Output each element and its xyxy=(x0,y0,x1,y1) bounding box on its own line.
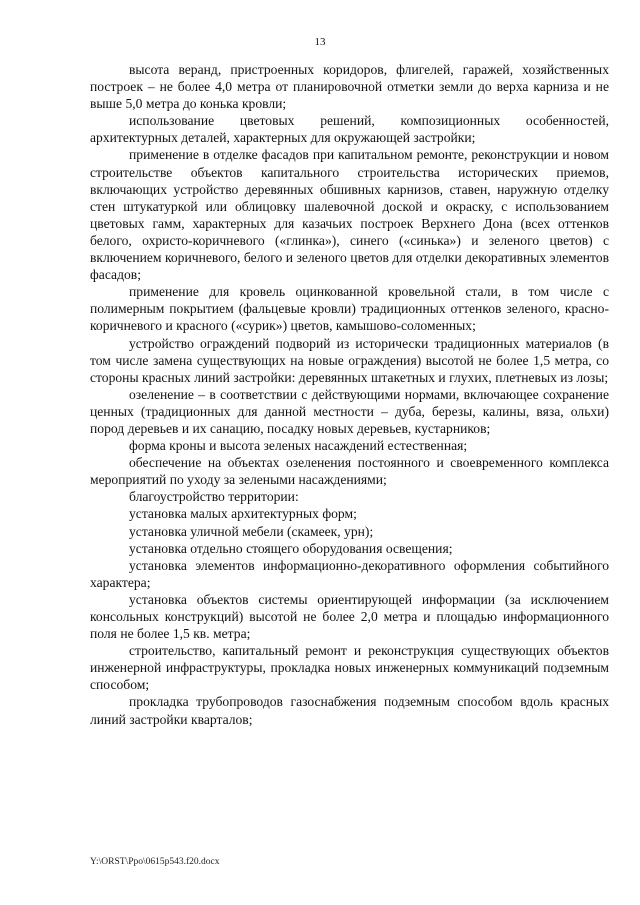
paragraph-engineering-infrastructure: строительство, капитальный ремонт и реконструкция существующих объектов инженерной инфраструктуры, прокладка новых инженерных коммуникаций подземным способом; xyxy=(90,643,609,693)
paragraph-street-furniture: установка уличной мебели (скамеек, урн); xyxy=(129,523,374,539)
paragraph-event-decor: установка элементов информационно-декоративного оформления событийного характера; xyxy=(90,557,609,590)
paragraph-greenery-care: обеспечение на объектах озеленения постоянного и своевременного комплекса мероприятий по уходу за зелеными насаждениями; xyxy=(90,455,609,488)
paragraph-wayfinding: установка объектов системы ориентирующей информации (за исключением консольных конструкций) высотой не более 2,0 метра и площадью информационного поля не более 1,5 кв. метра; xyxy=(90,591,609,642)
paragraph-gas-pipelines: прокладка трубопроводов газоснабжения подземным способом вдоль красных линий застройки кварталов; xyxy=(90,694,609,727)
paragraph-territory-improvement: благоустройство территории: xyxy=(129,489,299,505)
file-path-footer: Y:\ORST\Ppo\0615p543.f20.docx xyxy=(90,857,220,867)
paragraph-landscaping: озеленение – в соответствии с действующими нормами, включающее сохранение ценных (традиционных для данной местности – дуба, березы, калины, вяза, ольхи) пород деревьев и их санацию, посадку новых деревьев, кустарников; xyxy=(90,386,609,436)
paragraph-veranda-height: высота веранд, пристроенных коридоров, флигелей, гаражей, хозяйственных построек – не более 4,0 метра от планировочной отметки земли до верха карниза и не выше 5,0 метра до конька кровли; xyxy=(90,62,609,112)
paragraph-crown-shape: форма кроны и высота зеленых насаждений естественная; xyxy=(129,438,468,454)
paragraph-roofing: применение для кровель оцинкованной кровельной стали, в том числе с полимерным покрытием (фальцевые кровли) традиционных оттенков зеленого, красно-коричневого и красного («сурик») цветов, камышово-соломенных; xyxy=(90,284,609,334)
paragraph-facade-finishing: применение в отделке фасадов при капитальном ремонте, реконструкции и новом строительстве объектов капитального строительства исторических приемов, включающих устройство деревянных обшивных карнизов, ставен, наружную отделку стен штукатуркой или облицовку шалевочной доской и окраску, с использованием цветовых гамм, характерных для казачьих построек Верхнего Дона (всех оттенков белого, охристо-коричневого («глинка»), синего («синька») и зеленого цветов) с включением коричневого, белого и зеленого цветов для отделки декоративных элементов фасадов; xyxy=(90,147,609,283)
paragraph-color-solutions: использование цветовых решений, композиционных особенностей, архитектурных деталей, характерных для окружающей застройки; xyxy=(90,113,609,146)
paragraph-lighting: установка отдельно стоящего оборудования освещения; xyxy=(129,540,453,556)
document-body xyxy=(90,61,609,728)
paragraph-small-forms: установка малых архитектурных форм; xyxy=(129,506,357,522)
page-number: 13 xyxy=(314,36,326,48)
paragraph-fencing: устройство ограждений подворий из исторически традиционных материалов (в том числе замена существующих на новые ограждения) высотой не более 1,5 метра, со стороны красных линий застройки: деревянных штакетных и глухих, плетневых из лозы; xyxy=(90,335,609,385)
